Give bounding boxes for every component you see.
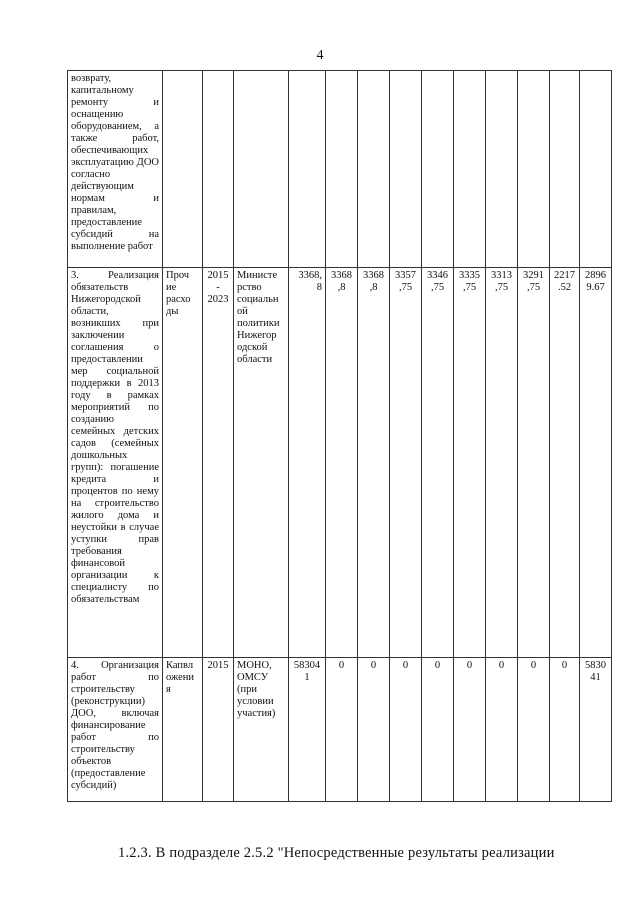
value-cell: 0 — [422, 658, 454, 802]
table-row — [68, 268, 612, 658]
value-cell — [454, 71, 486, 268]
section-text: 1.2.3. В подразделе 2.5.2 "Непосредственные результаты реализации — [118, 845, 555, 861]
value-cell: 3313 ,75 — [486, 268, 518, 658]
value-cell — [326, 71, 358, 268]
value-cell: 2217 .52 — [550, 268, 580, 658]
executor-cell — [234, 71, 289, 268]
value-cell — [518, 71, 550, 268]
row-description: 3. Реализация обязательств Нижегородской области, возникших при заключении соглашения о предоставлении мер социальной поддержки в 2013 году в рамках мероприятий по созданию семейных детских садов (семейных дошкольных групп): погашение кредита и процентов по нему на строительство жилого дома и неустойки в случае уступки прав требования финансовой организации к специалисту по обязательствам — [68, 268, 163, 658]
value-cell — [289, 71, 326, 268]
value-cell — [486, 71, 518, 268]
row-description: возврату, капитальному ремонту и оснащению оборудованием, а также работ, обеспечивающих эксплуатацию ДОО согласно действующим нормам и правилам, предоставление субсидий на выполнение работ — [68, 71, 163, 268]
cost-type-cell — [163, 71, 203, 268]
value-cell: 0 — [358, 658, 390, 802]
value-cell — [580, 71, 612, 268]
value-cell: 2896 9.67 — [580, 268, 612, 658]
value-cell: 0 — [454, 658, 486, 802]
period-cell: 2015 — [203, 658, 234, 802]
value-cell — [550, 71, 580, 268]
value-cell: 3368 ,8 — [326, 268, 358, 658]
cost-type-cell: Проч ие расхо ды — [163, 268, 203, 658]
period-cell — [203, 71, 234, 268]
row-description: 4. Организация работ по строительству (реконструкции) ДОО, включая финансирование работ по строительству объектов (предоставление субсидий) — [68, 658, 163, 802]
period-cell: 2015 - 2023 — [203, 268, 234, 658]
value-cell — [390, 71, 422, 268]
table-row — [68, 71, 612, 268]
value-cell — [422, 71, 454, 268]
table-row — [68, 658, 612, 802]
executor-cell: МОНО, ОМСУ (при условии участия) — [234, 658, 289, 802]
value-cell: 58304 1 — [289, 658, 326, 802]
executor-cell: Министе рство социальн ой политики Нижегор одской области — [234, 268, 289, 658]
value-cell: 0 — [518, 658, 550, 802]
cost-type-cell: Капвл ожени я — [163, 658, 203, 802]
value-cell: 0 — [326, 658, 358, 802]
budget-table — [67, 70, 612, 802]
value-cell: 3357 ,75 — [390, 268, 422, 658]
value-cell: 5830 41 — [580, 658, 612, 802]
page-number: 4 — [316, 48, 324, 63]
value-cell — [358, 71, 390, 268]
value-cell: 3368 ,8 — [358, 268, 390, 658]
value-cell: 3368, 8 — [289, 268, 326, 658]
value-cell: 3291 ,75 — [518, 268, 550, 658]
value-cell: 3335 ,75 — [454, 268, 486, 658]
value-cell: 0 — [486, 658, 518, 802]
value-cell: 0 — [390, 658, 422, 802]
value-cell: 0 — [550, 658, 580, 802]
value-cell: 3346 ,75 — [422, 268, 454, 658]
